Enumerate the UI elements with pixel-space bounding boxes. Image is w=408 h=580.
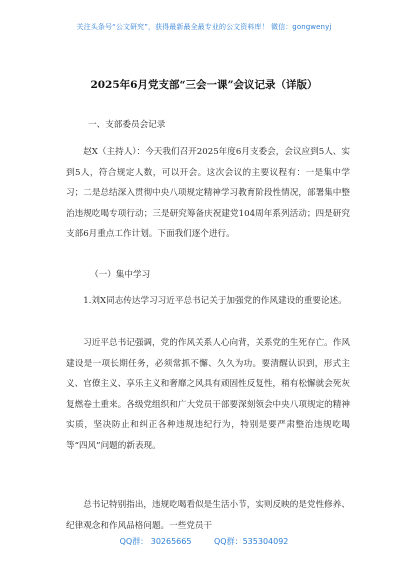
footer-qq-group-1: QQ群： 30265665	[119, 537, 192, 546]
paragraph-continued: 总书记特别指出，违规吃喝看似是生活小节，实则反映的是党性修养、纪律观念和作风品格问题。一些党员干	[66, 500, 350, 531]
footer-contacts	[0, 536, 408, 547]
section-heading: 一、支部委员会记录	[88, 120, 166, 130]
subsection-heading: （一）集中学习	[90, 270, 151, 280]
footer-qq-group-2: QQ群：535304092	[214, 537, 289, 546]
document-title: 2025年6月党支部“三会一课”会议记录（详版）	[90, 79, 318, 91]
paragraph-speech-summary: 习近平总书记强调，党的作风关系人心向背，关系党的生死存亡。作风建设是一项长期任务，必须常抓不懈、久久为功。要清醒认识到，形式主义、官僚主义、享乐主义和奢靡之风具有顽固性反复性，稍有松懈就会死灰复燃卷土重来。各级党组织和广大党员干部要深刻领会中央八项规定的精神实质，坚决防止和纠正各种违规违纪行为，特别是要严肃整治违规吃喝等“四风”问题的新表现。	[66, 338, 350, 451]
header-banner: 关注头条号“公文研究”，获得最新最全最专业的公文资料库！ 微信：gongwenyj	[76, 23, 332, 31]
paragraph-meeting-intro: 赵X（主持人）：今天我们召开2025年度6月支委会，会议应到5人、实到5人，符合规定人数，可以开会。这次会议的主要议程有：一是集中学习；二是总结深入贯彻中央八项规定精神学习教育阶段性情况，部署集中整治违规吃喝专项行动；三是研究筹备庆祝建党104周年系列活动；四是研究支部6月重点工作计划。下面我们逐个进行。	[66, 147, 350, 240]
paragraph-study-item: 1.刘X同志传达学习习近平总书记关于加强党的作风建设的重要论述。	[83, 296, 347, 306]
